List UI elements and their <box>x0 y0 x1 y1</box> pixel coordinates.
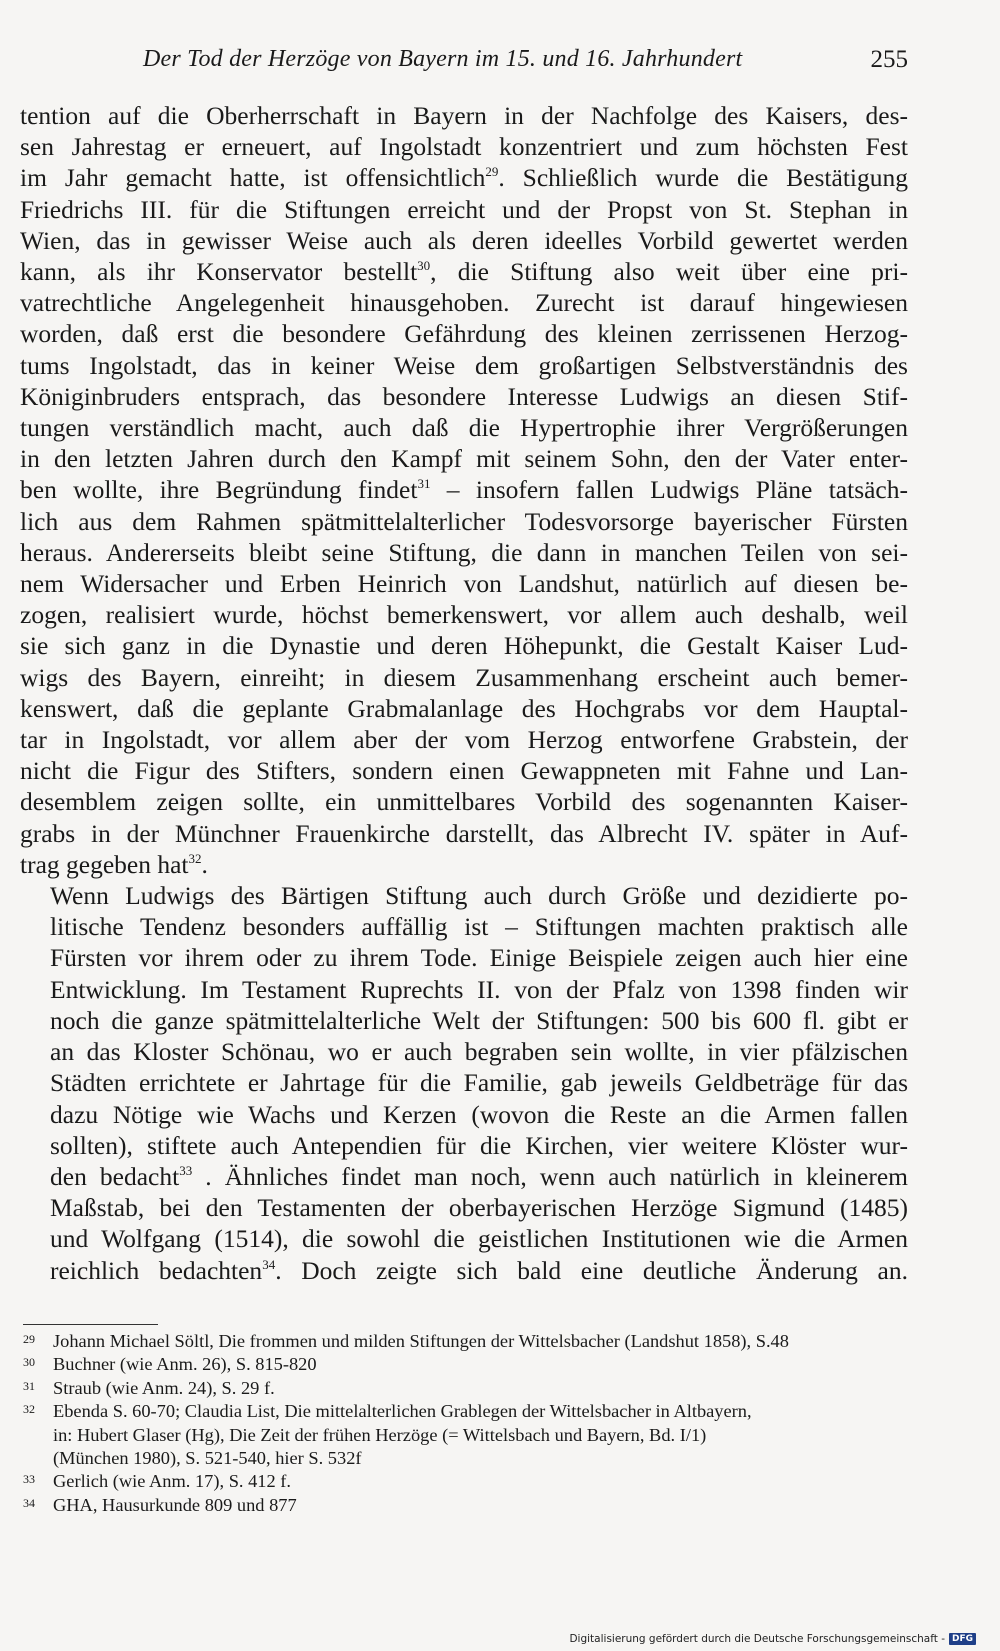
text-line: grabs in der Münchner Frauenkirche darstellt, das Albrecht IV. später in Auf- <box>20 818 908 848</box>
footnote <box>23 1494 911 1517</box>
footnote-ref[interactable]: 32 <box>188 850 202 866</box>
footnote-text: (München 1980), S. 521-540, hier S. 532f <box>53 1448 362 1469</box>
footnote <box>23 1400 911 1470</box>
text-line: Wien, das in gewisser Weise auch als deren ideelles Vorbild gewertet werden <box>20 225 908 255</box>
text-line: tungen verständlich macht, auch daß die Hypertrophie ihrer Vergrößerungen <box>20 413 908 443</box>
text-line: vatrechtliche Angelegenheit hinausgehoben. Zurecht ist darauf hingewiesen <box>20 288 908 318</box>
footnote-text: Ebenda S. 60-70; Claudia List, Die mittelalterlichen Grablegen der Wittelsbacher in Altbayern, <box>53 1401 752 1422</box>
digitization-credit <box>569 1633 976 1645</box>
text-line: dazu Nötige wie Wachs und Kerzen (wovon die Reste an die Armen fallen <box>50 1099 908 1129</box>
dfg-logo: DFG <box>949 1633 976 1645</box>
footnote-ref[interactable]: 30 <box>417 258 431 274</box>
text-line: im Jahr gemacht hatte, ist offensichtlich$^{29}$. Schließlich wurde die Bestätigung <box>20 163 908 193</box>
footnote-number: 31 <box>23 1378 35 1393</box>
text-line: in den letzten Jahren durch den Kampf mit seinem Sohn, den der Vater enter- <box>20 444 908 474</box>
text-line: Friedrichs III. für die Stiftungen erreicht und der Propst von St. Stephan in <box>20 194 908 224</box>
footnote-text: Straub (wie Anm. 24), S. 29 f. <box>53 1377 275 1398</box>
text-line: nicht die Figur des Stifters, sondern einen Gewappneten mit Fahne und Lan- <box>20 756 908 786</box>
text-line: noch die ganze spätmittelalterliche Welt der Stiftungen: 500 bis 600 fl. gibt er <box>50 1005 908 1035</box>
text-line: heraus. Andererseits bleibt seine Stiftung, die dann in manchen Teilen von sei- <box>20 537 908 567</box>
text-line: an das Kloster Schönau, wo er auch begraben sein wollte, in vier pfälzischen <box>50 1037 908 1067</box>
text-line: kenswert, daß die geplante Grabmalanlage des Hochgrabs vor dem Hauptal- <box>20 693 908 723</box>
footnote <box>23 1353 911 1376</box>
text-line: ben wollte, ihre Begründung findet$^{31}$ – insofern fallen Ludwigs Pläne tatsäch- <box>20 475 908 505</box>
text-line: zogen, realisiert wurde, höchst bemerkenswert, vor allem auch deshalb, weil <box>20 600 908 630</box>
text-line: den bedacht$^{33}$ . Ähnliches findet man noch, wenn auch natürlich in kleinerem <box>50 1161 908 1191</box>
running-title: Der Tod der Herzöge von Bayern im 15. und 16. Jahrhundert <box>143 46 743 72</box>
text-line: Städten errichtete er Jahrtage für die Familie, gab jeweils Geldbeträge für das <box>50 1068 908 1098</box>
text-line: und Wolfgang (1514), die sowohl die geistlichen Institutionen wie die Armen <box>50 1224 908 1254</box>
text-line: nem Widersacher und Erben Heinrich von Landshut, natürlich auf diesen be- <box>20 569 908 599</box>
text-line: tums Ingolstadt, das in keiner Weise dem großartigen Selbstverständnis des <box>20 350 908 380</box>
text-line: Wenn Ludwigs des Bärtigen Stiftung auch durch Größe und dezidierte po- <box>50 881 908 911</box>
footnote-text: in: Hubert Glaser (Hg), Die Zeit der frühen Herzöge (= Wittelsbach und Bayern, Bd. I/1) <box>53 1424 707 1445</box>
footnote-number: 33 <box>23 1472 35 1487</box>
text-line: sie sich ganz in die Dynastie und deren Höhepunkt, die Gestalt Kaiser Lud- <box>20 631 908 661</box>
body-text <box>20 100 908 1286</box>
text-line: sollten), stiftete auch Antependien für die Kirchen, vier weitere Klöster wur- <box>50 1130 908 1160</box>
footnote-text: GHA, Hausurkunde 809 und 877 <box>53 1494 297 1515</box>
footnote-ref[interactable]: 31 <box>417 476 431 492</box>
footnote-separator <box>23 1324 158 1325</box>
footnote <box>23 1330 911 1353</box>
footnote-text: Buchner (wie Anm. 26), S. 815-820 <box>53 1354 317 1375</box>
paragraph <box>20 100 908 880</box>
text-line: Königinbruders entsprach, das besondere Interesse Ludwigs an diesen Stif- <box>20 381 908 411</box>
footnote-text: Gerlich (wie Anm. 17), S. 412 f. <box>53 1471 292 1492</box>
text-line: sen Jahrestag er erneuert, auf Ingolstadt konzentriert und zum höchsten Fest <box>20 132 908 162</box>
footnote-ref[interactable]: 29 <box>485 164 499 180</box>
footnote-ref[interactable]: 34 <box>262 1256 276 1272</box>
text-line: reichlich bedachten$^{34}$. Doch zeigte sich bald eine deutliche Änderung an. <box>50 1255 908 1285</box>
footnote-number: 32 <box>23 1402 35 1417</box>
footnote-number: 30 <box>23 1355 35 1370</box>
text-line: trag gegeben hat$^{32}$. <box>20 849 208 879</box>
text-line: Fürsten vor ihrem oder zu ihrem Tode. Einige Beispiele zeigen auch hier eine <box>50 943 908 973</box>
footnote-ref[interactable]: 33 <box>179 1162 193 1178</box>
footnote <box>23 1377 911 1400</box>
text-line: litische Tendenz besonders auffällig ist – Stiftungen machten praktisch alle <box>50 912 908 942</box>
text-line: kann, als ihr Konservator bestellt$^{30}$, die Stiftung also weit über eine pri- <box>20 257 908 287</box>
footnote-text: Johann Michael Söltl, Die frommen und milden Stiftungen der Wittelsbacher (Landshut 1858), S.48 <box>53 1331 789 1351</box>
footnotes <box>23 1330 911 1517</box>
text-line: tention auf die Oberherrschaft in Bayern in der Nachfolge des Kaisers, des- <box>20 101 908 130</box>
text-line: tar in Ingolstadt, vor allem aber der vom Herzog entworfene Grabstein, der <box>20 725 908 755</box>
text-line: lich aus dem Rahmen spätmittelalterlicher Todesvorsorge bayerischer Fürsten <box>20 506 908 536</box>
footnote-number: 34 <box>23 1495 35 1510</box>
text-line: worden, daß erst die besondere Gefährdung des kleinen zerrissenen Herzog- <box>20 319 908 349</box>
text-line: desemblem zeigen sollte, ein unmittelbares Vorbild des sogenannten Kaiser- <box>20 787 908 817</box>
credit-text: Digitalisierung gefördert durch die Deutsche Forschungsgemeinschaft - <box>569 1633 945 1645</box>
page-number: 255 <box>870 46 908 73</box>
paragraph <box>20 880 908 1286</box>
footnote <box>23 1470 911 1493</box>
footnote-number: 29 <box>23 1332 35 1346</box>
text-line: Maßstab, bei den Testamenten der oberbayerischen Herzöge Sigmund (1485) <box>50 1193 908 1223</box>
page-header <box>20 46 908 82</box>
text-line: Entwicklung. Im Testament Ruprechts II. von der Pfalz von 1398 finden wir <box>50 974 908 1004</box>
text-line: wigs des Bayern, einreiht; in diesem Zusammenhang erscheint auch bemer- <box>20 662 908 692</box>
